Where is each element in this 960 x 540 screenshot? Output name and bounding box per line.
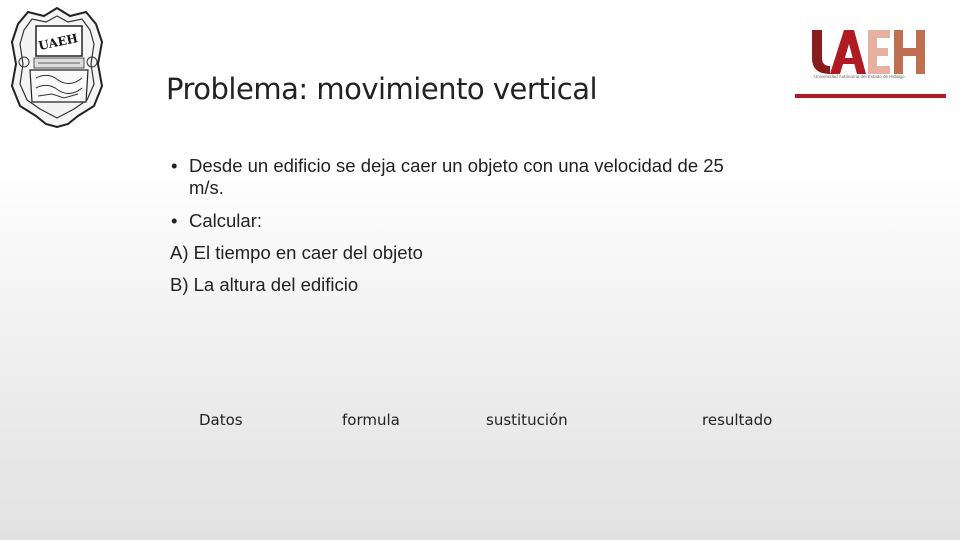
- bullet-2: • Calcular:: [170, 210, 750, 232]
- column-resultado: resultado: [702, 411, 773, 429]
- university-seal: [8, 6, 106, 128]
- slide-body: [170, 155, 750, 306]
- uaeh-tagline: Universidad Autónoma del Estado de Hidalgo: [814, 74, 905, 79]
- item-a: A) El tiempo en caer del objeto: [170, 242, 423, 263]
- column-formula: formula: [342, 411, 400, 429]
- column-datos: Datos: [199, 411, 243, 429]
- header-rule: [795, 94, 946, 98]
- bullet-1: • Desde un edificio se deja caer un objeto con una velocidad de 25 m/s.: [170, 155, 750, 199]
- column-sustitucion: sustitución: [486, 411, 568, 429]
- item-b: B) La altura del edificio: [170, 274, 359, 295]
- seal-lettering: UAEH: [37, 31, 80, 54]
- slide-title: Problema: movimiento vertical: [166, 72, 598, 106]
